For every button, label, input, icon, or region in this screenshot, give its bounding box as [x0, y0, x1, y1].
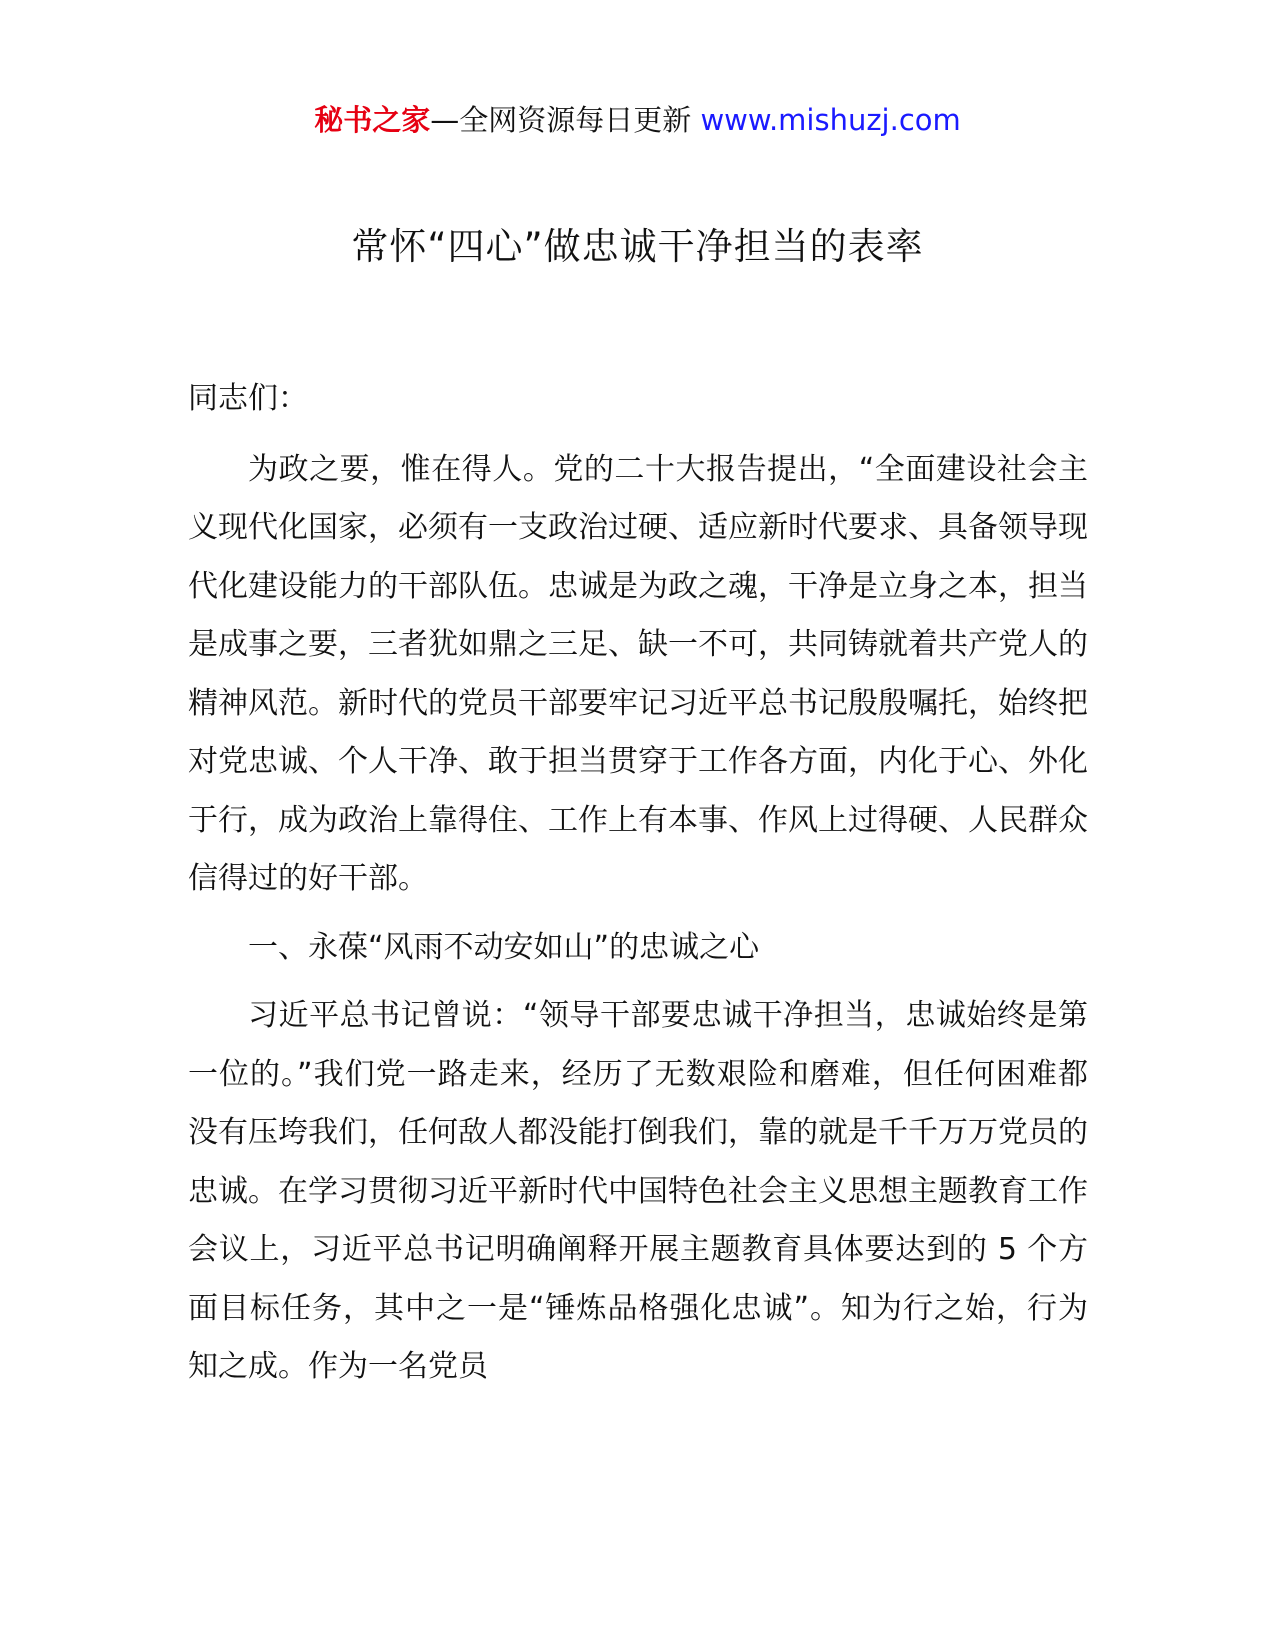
paragraph: 为政之要，惟在得人。党的二十大报告提出，“全面建设社会主义现代化国家，必须有一支政治过硬、适应新时代要求、具备领导现代化建设能力的干部队伍。忠诚是为政之魂，干净是立身之本，担当是成事之要，三者犹如鼎之三足、缺一不可，共同铸就着共产党人的精神风范。新时代的党员干部要牢记习近平总书记殷殷嘱托，始终把对党忠诚、个人干净、敢于担当贯穿于工作各方面，内化于心、外化于行，成为政治上靠得住、工作上有本事、作风上过得硬、人民群众信得过的好干部。 — [188, 451, 1088, 896]
paragraph: 习近平总书记曾说：“领导干部要忠诚干净担当，忠诚始终是第一位的。”我们党一路走来，经历了无数艰险和磨难，但任何困难都没有压垮我们，任何敌人都没能打倒我们，靠的就是千千万万党员的忠诚。在学习贯彻习近平新时代中国特色社会主义思想主题教育工作会议上，习近平总书记明确阐释开展主题教育具体要达到的 5 个方面目标任务，其中之一是“锤炼品格强化忠诚”。知为行之始，行为知之成。作为一名党员 — [188, 998, 1088, 1384]
site-brand: 秘书之家 — [314, 103, 431, 137]
section-heading: 一、永葆“风雨不动安如山”的忠诚之心 — [248, 929, 760, 965]
salutation: 同志们： — [188, 381, 308, 416]
site-header — [0, 100, 1275, 140]
site-tagline: —全网资源每日更新 — [430, 103, 692, 137]
document-title: 常怀“四心”做忠诚干净担当的表率 — [351, 225, 924, 268]
document-body — [188, 370, 1088, 1407]
site-url-link[interactable]: www.mishuzj.com — [700, 103, 961, 137]
